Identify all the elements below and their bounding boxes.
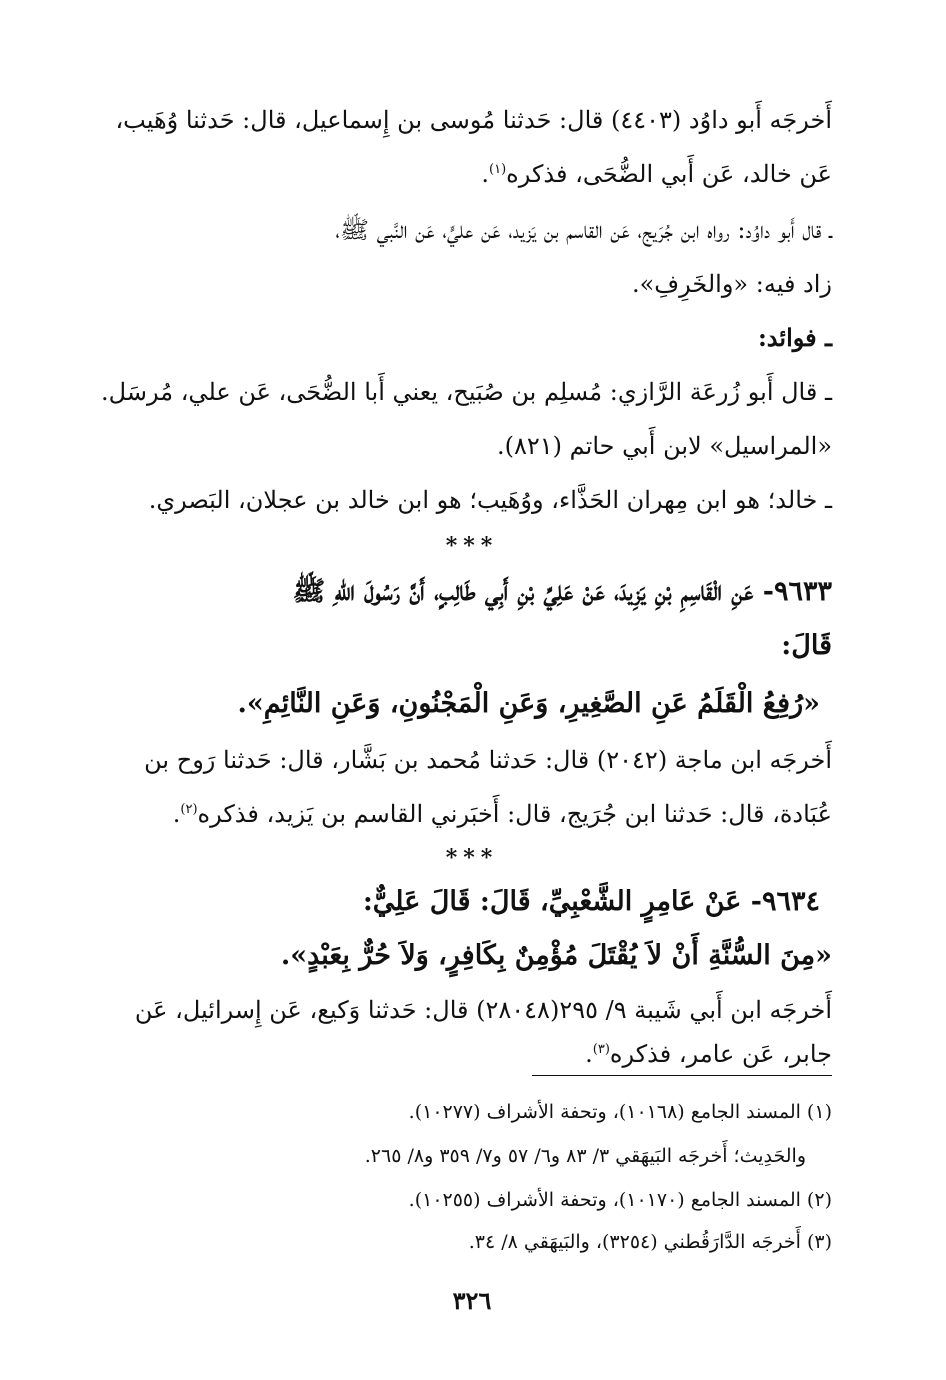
footnote: (٢) المسند الجامع (١٠١٧٠)، وتحفة الأشراف (١٠٢٥٥). [408,1189,832,1211]
section-heading: ـ فوائد: [757,323,832,352]
text-line: جابر، عَن عامر، فذكره$^{(٣)}$. [585,1040,832,1068]
hadith-text: ٩٦٣٤- عَنْ عَامِرٍ الشَّعْبِيِّ، قَالَ: قَالَ عَلِيٌّ: [362,886,820,917]
text-line: أَخرجَه أَبو داوُد (٤٤٠٣) قال: حَدثنا مُوسى بن إِسماعيل، قال: حَدثنا وُهَيب، [115,106,832,134]
footnote-divider [532,1075,832,1076]
text-line: زاد فيه: «والخَرِفِ». [631,270,832,298]
text-line: ـ قال أَبو زُرعَة الرَّازي: مُسلِم بن صُبَيح، يعني أَبا الضُّحَى، عَن علي، مُرسَل. [101,378,832,406]
book-page [101,92,832,1342]
text-line: ـ قال أَبو داوُد: رواه ابن جُرَيج، عَن القاسم بن يَزيد، عَن عليٍّ، عَن النَّبي ﷺ، [335,216,832,244]
text-line: أَخرجَه ابن أَبي شَيبة ٩/ ٢٩٥(٢٨٠٤٨) قال: حَدثنا وَكيع، عَن إِسرائيل، عَن [134,996,832,1024]
footnote-marker: (٣) [592,1042,610,1057]
hadith-quote: «رُفِعُ الْقَلَمُ عَنِ الصَّغِيرِ، وَعَنِ الْمَجْنُونِ، وَعَنِ النَّائِمِ». [237,688,820,719]
hadith-text: قَالَ: [781,630,832,661]
footnote: والحَدِيث؛ أَخرجَه البَيهَقي ٣/ ٨٣ و٦/ ٥٧ و٧/ ٣٥٩ و٨/ ٢٦٥. [364,1145,806,1167]
footnote: (١) المسند الجامع (١٠١٦٨)، وتحفة الأشراف (١٠٢٧٧). [408,1101,832,1123]
hadith-quote: «مِنَ السُّنَّةِ أَنْ لاَ يُقْتَلَ مُؤْمِنٌ بِكَافِرٍ، وَلاَ حُرٌّ بِعَبْدٍ». [280,940,832,971]
separator: *** [445,533,499,559]
hadith-text: ٩٦٣٣- عَنِ الْقَاسِمِ بْنِ يَزِيدَ، عَنْ عَلِيِّ بْنِ أَبِي طَالِبٍ، أَنَّ رَسُولَ اللهِ ﷺ [292,576,832,607]
separator: *** [445,845,499,871]
text-line: أَخرجَه ابن ماجة (٢٠٤٢) قال: حَدثنا مُحمد بن بَشَّار، قال: حَدثنا رَوح بن [144,746,832,774]
footnote-marker: (١) [489,162,507,177]
footnote-marker: (٢) [180,802,198,817]
text-line: ـ خالد؛ هو ابن مِهران الحَذَّاء، ووُهَيب؛ هو ابن خالد بن عجلان، البَصري. [148,486,832,514]
text-line: عُبَادة، قال: حَدثنا ابن جُرَيج، قال: أَخبَرني القاسم بن يَزيد، فذكره$^{(٢)}$. [172,800,832,828]
page-number: ٣٢٦ [452,1286,492,1315]
text-line: عَن خالد، عَن أَبي الضُّحَى، فذكره$^{(١)}$. [481,160,832,188]
footnote: (٣) أَخرجَه الدَّارَقُطني (٣٢٥٤)، والبَيهَقي ٨/ ٣٤. [468,1231,832,1253]
text-line: «المراسيل» لابن أَبي حاتم (٨٢١). [497,432,832,460]
